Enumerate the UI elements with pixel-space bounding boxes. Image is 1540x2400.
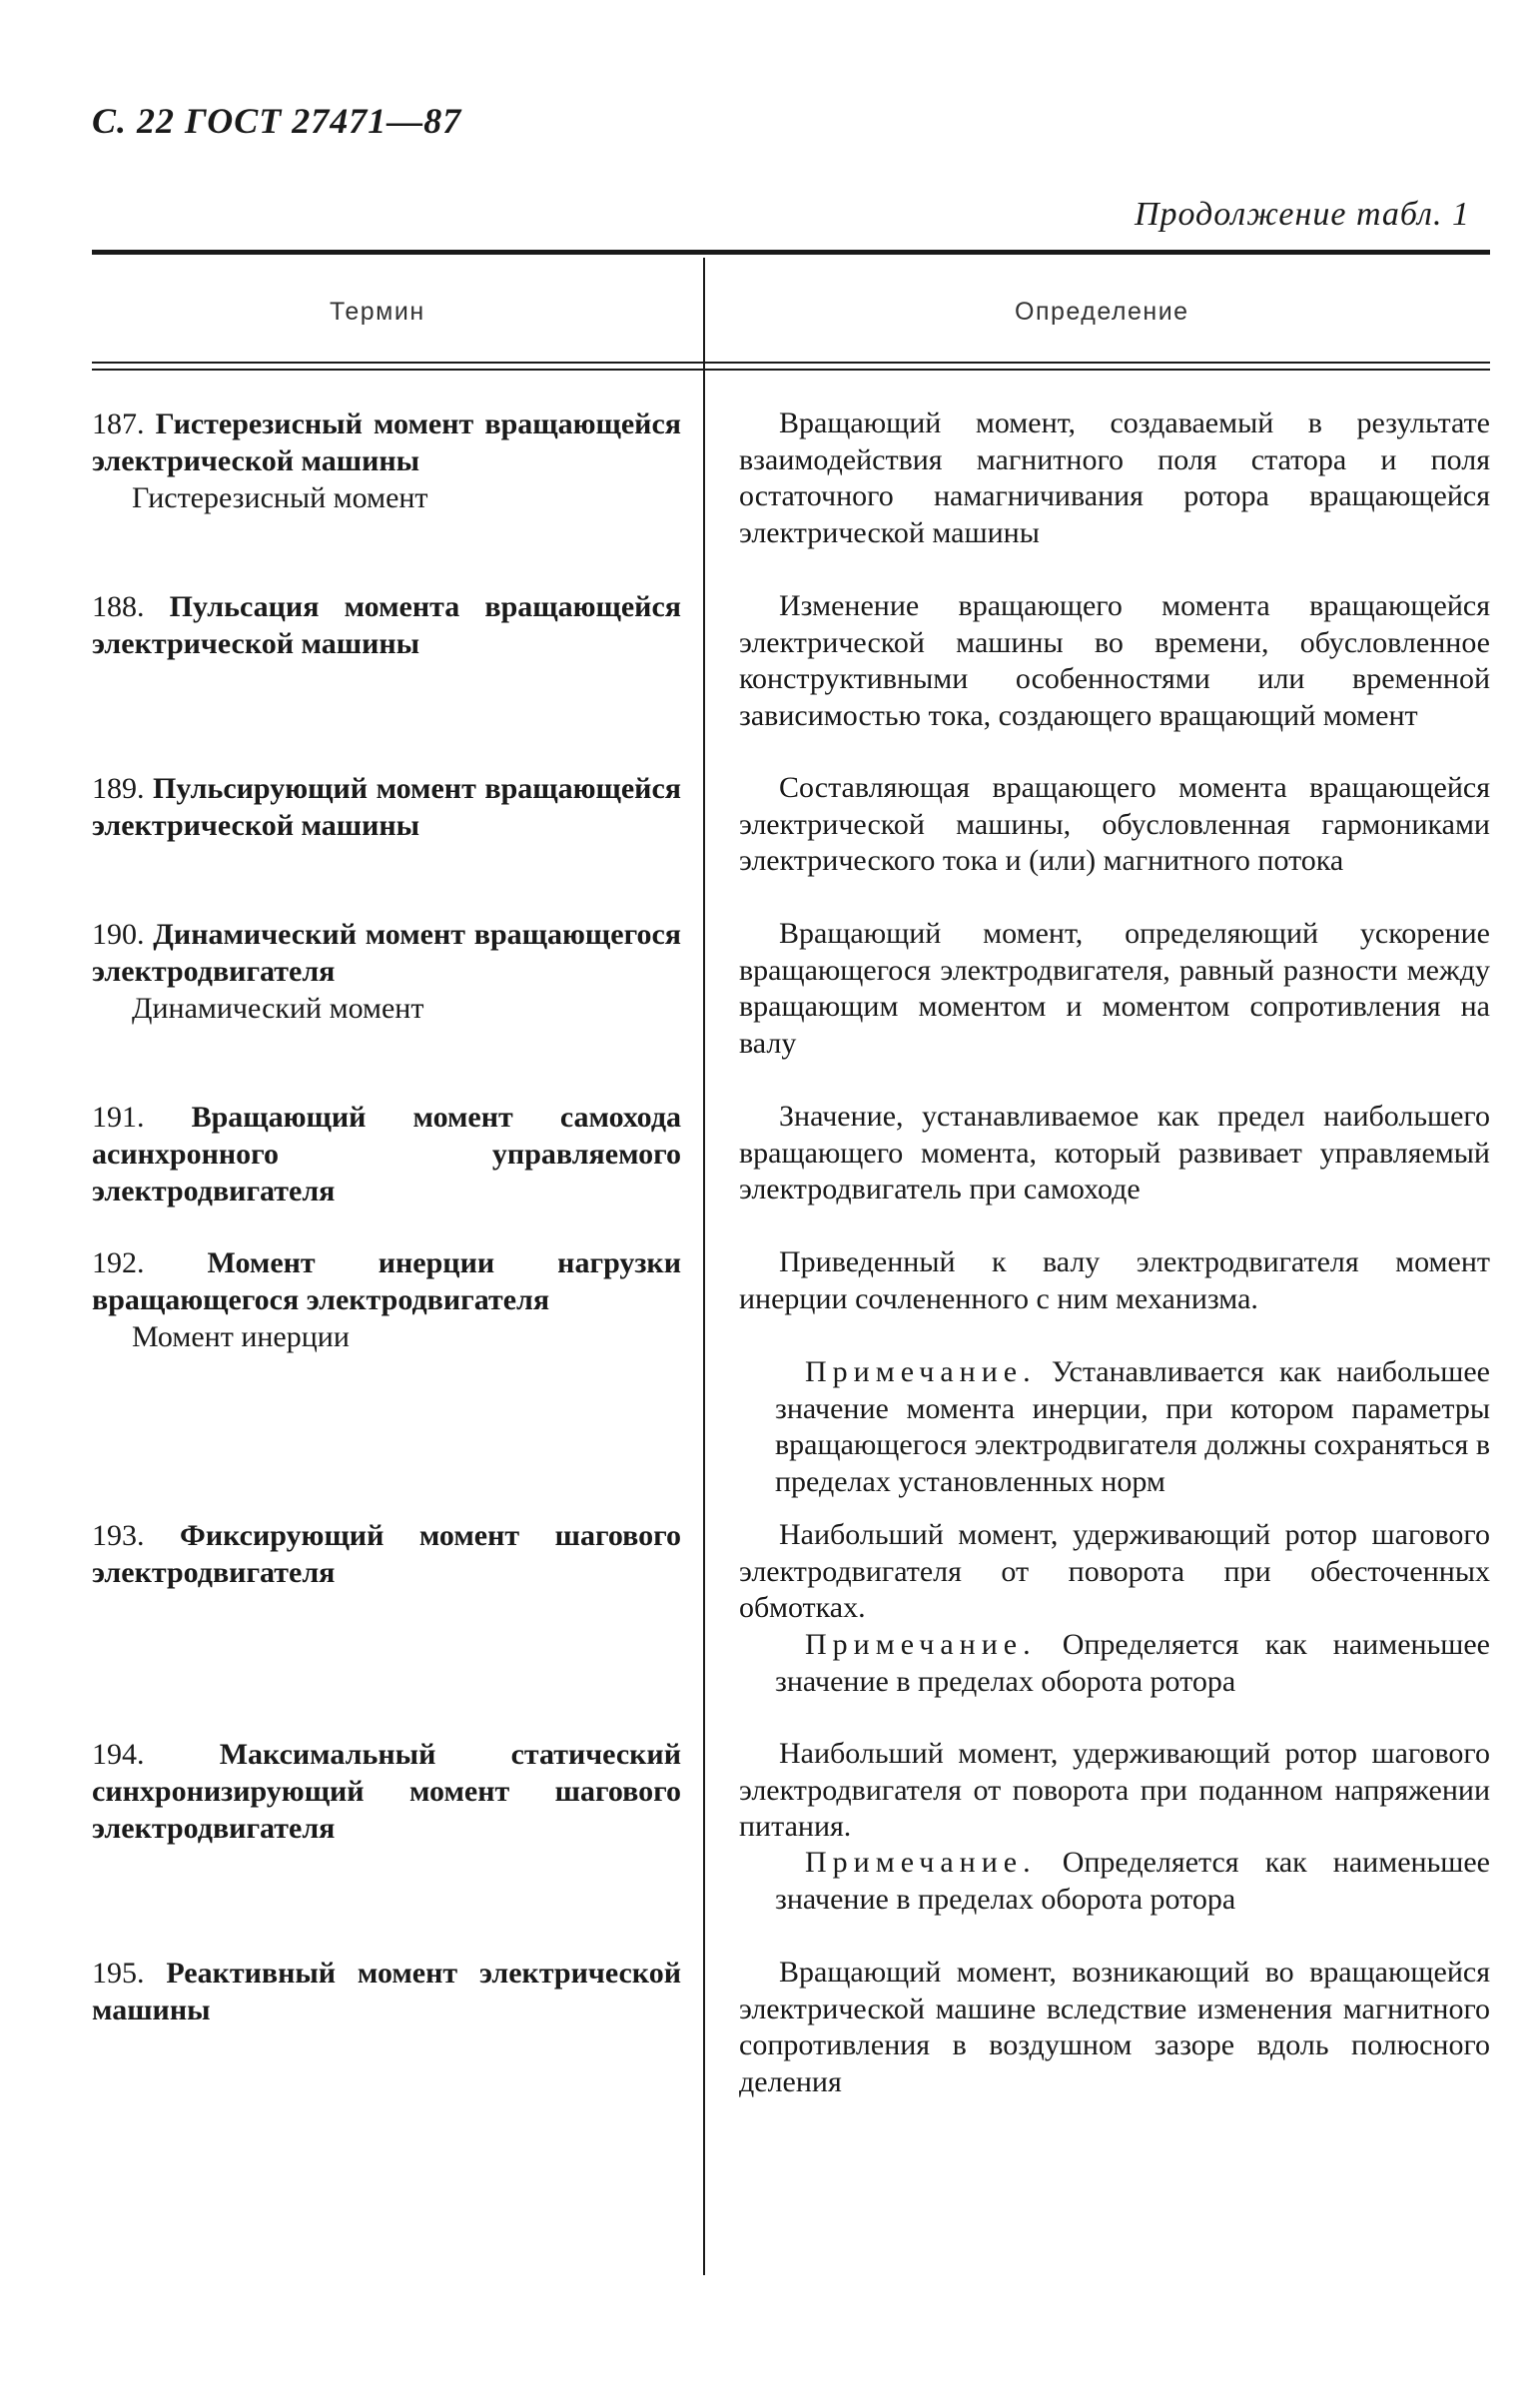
column-header-definition: Определение: [1015, 298, 1189, 326]
note-text: Определяется как наименьшее значение в пределах оборота ротора: [775, 1628, 1490, 1698]
term-194: [92, 1736, 681, 1847]
term-name: Гистерезисный момент вращающейся электрической машины: [92, 407, 681, 477]
term-number: 192.: [92, 1246, 145, 1279]
term-190: [92, 916, 681, 1027]
term-name: Максимальный статический синхронизирующий момент шагового электродвигателя: [92, 1738, 681, 1845]
definition-190: Вращающий момент, определяющий ускорение вращающегося электродвигателя, равный разности между вращающим моментом и моментом сопротивления на валу: [739, 917, 1490, 1060]
note-label: Примечание.: [805, 1355, 1037, 1388]
page-header: С. 22 ГОСТ 27471—87: [92, 101, 462, 141]
table-continuation-label: Продолжение табл. 1: [1134, 196, 1470, 233]
note-label: Примечание.: [805, 1846, 1037, 1879]
term-name: Вращающий момент самохода асинхронного управляемого электродвигателя: [92, 1101, 681, 1207]
definition-195: Вращающий момент, возникающий во вращающейся электрической машине вследствие изменения магнитного сопротивления в воздушном зазоре вдоль полюсного деления: [739, 1956, 1490, 2098]
term-189: [92, 770, 681, 844]
term-short-form: Динамический момент: [132, 992, 424, 1025]
term-name: Момент инерции нагрузки вращающегося электродвигателя: [92, 1246, 681, 1316]
note-193: [775, 1627, 1490, 1700]
note-text: Устанавливается как наибольшее значение момента инерции, при котором параметры вращающегося электродвигателя должны сохраняться в пределах установленных норм: [775, 1355, 1490, 1498]
term-number: 188.: [92, 590, 145, 623]
table-top-rule: [92, 250, 1490, 255]
definition-189: Составляющая вращающего момента вращающейся электрической машины, обусловленная гармониками электрического тока и (или) магнитного потока: [739, 771, 1490, 877]
definition-194: Наибольший момент, удерживающий ротор шагового электродвигателя от поворота при поданном напряжении питания.: [739, 1737, 1490, 1843]
term-short-form: Гистерезисный момент: [132, 481, 428, 514]
term-name: Пульсация момента вращающейся электрической машины: [92, 590, 681, 660]
term-name: Реактивный момент электрической машины: [92, 1957, 681, 2026]
term-name: Пульсирующий момент вращающейся электрической машины: [92, 772, 681, 842]
note-192: [775, 1354, 1490, 1500]
column-header-term: Термин: [330, 298, 425, 326]
note-label: Примечание.: [805, 1628, 1037, 1661]
note-194: [775, 1845, 1490, 1918]
term-name: Фиксирующий момент шагового электродвигателя: [92, 1519, 681, 1589]
definition-192: Приведенный к валу электродвигателя момент инерции сочлененного с ним механизма.: [739, 1245, 1490, 1315]
term-number: 187.: [92, 407, 145, 440]
term-187: [92, 405, 681, 516]
header-rule-lower: [92, 369, 1490, 371]
term-193: [92, 1517, 681, 1591]
term-192: [92, 1244, 681, 1355]
header-rule-upper: [92, 362, 1490, 364]
term-191: [92, 1099, 681, 1209]
note-text: Определяется как наименьшее значение в пределах оборота ротора: [775, 1846, 1490, 1916]
definition-191: Значение, устанавливаемое как предел наибольшего вращающего момента, который развивает управляемый электродвигатель при самоходе: [739, 1100, 1490, 1205]
term-short-form: Момент инерции: [132, 1320, 350, 1353]
definition-193: Наибольший момент, удерживающий ротор шагового электродвигателя от поворота при обесточенных обмотках.: [739, 1518, 1490, 1624]
term-number: 194.: [92, 1738, 145, 1771]
definition-187: Вращающий момент, создаваемый в результате взаимодействия магнитного поля статора и поля остаточного намагничивания ротора вращающейся электрической машины: [739, 406, 1490, 549]
column-divider: [703, 258, 705, 2275]
definition-188: Изменение вращающего момента вращающейся электрической машины во времени, обусловленное конструктивными особенностями или временной зависимостью тока, создающего вращающий момент: [739, 589, 1490, 732]
term-188: [92, 588, 681, 662]
term-number: 190.: [92, 918, 145, 951]
term-number: 189.: [92, 772, 145, 805]
term-name: Динамический момент вращающегося электродвигателя: [92, 918, 681, 988]
term-195: [92, 1955, 681, 2028]
term-number: 195.: [92, 1957, 145, 1990]
term-number: 193.: [92, 1519, 145, 1552]
term-number: 191.: [92, 1101, 145, 1134]
